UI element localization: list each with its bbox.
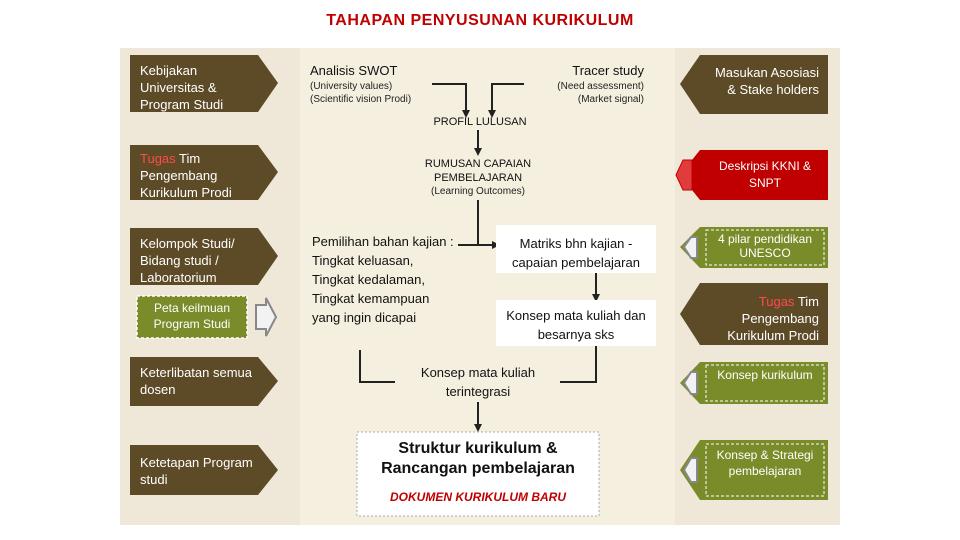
konsep-kurikulum-left-arrow-icon [684, 372, 697, 394]
profil-lulusan: PROFIL LULUSAN [433, 116, 527, 128]
tracer-to-profil-line [492, 84, 524, 112]
kebijakan-label: Kebijakan Universitas & Program Studi [140, 63, 224, 112]
peta-label: Peta keilmuan Program Studi [153, 301, 231, 331]
masukan-label: Masukan Asosiasi & Stake holders [714, 65, 819, 97]
konsep-to-terintegrasi-line [560, 346, 596, 382]
swot-to-profil-line [432, 84, 466, 112]
kelompok-label: Kelompok Studi/ Bidang studi / Laboratorium [140, 236, 235, 285]
pilar-left-arrow-icon [684, 237, 697, 258]
page-title: TAHAPAN PENYUSUNAN KURIKULUM [326, 12, 634, 29]
swot-title: Analisis SWOT [310, 63, 398, 78]
profil-arrowhead [474, 148, 482, 156]
pemilihan-text: Pemilihan bahan kajian : Tingkat keluasan, Tingkat kedalaman, Tingkat kemampuan yang ingin dicapai [312, 234, 454, 325]
tugas-right-prefix: Tugas [758, 294, 795, 309]
struktur-arrowhead [474, 424, 482, 432]
tugas-left-rest: Tim Pengembang Kurikulum Prodi [140, 151, 232, 200]
struktur-text: Struktur kurikulum & Rancangan pembelajaran [381, 440, 575, 477]
pilar-label: 4 pilar pendidikan UNESCO [717, 232, 813, 260]
konsep-terintegrasi-text: Konsep mata kuliah terintegrasi [420, 365, 536, 399]
rumusan-cp: RUMUSAN CAPAIAN PEMBELAJARAN [424, 158, 532, 184]
konsep-mk-text: Konsep mata kuliah dan besarnya sks [506, 308, 646, 342]
tracer-sub: (Need assessment) (Market signal) [557, 81, 644, 105]
deskripsi-label: Deskripsi KKNI & SNPT [718, 159, 812, 190]
learning-outcomes: (Learning Outcomes) [431, 186, 525, 197]
konsep-kurikulum-label: Konsep kurikulum [717, 368, 813, 382]
matriks-text: Matriks bhn kajian - capaian pembelajaran [512, 236, 640, 270]
swot-sub: (University values) (Scientific vision Prodi) [310, 81, 412, 105]
tugas-left-prefix: Tugas [140, 151, 176, 166]
ketetapan-label: Ketetapan Program studi [140, 455, 253, 487]
tugas-left-label [134, 146, 260, 205]
tugas-right-label [705, 290, 825, 347]
tugas-right-rest: Tim Pengembang Kurikulum Prodi [727, 294, 819, 343]
tracer-title: Tracer study [572, 63, 644, 78]
konsep-strategi-label: Konsep & Strategi pembelajaran [716, 448, 814, 478]
deskripsi-left-arrow-icon [676, 160, 692, 190]
keterlibatan-label: Keterlibatan semua dosen [140, 365, 253, 397]
pemilihan-to-terintegrasi-line [360, 350, 395, 382]
peta-arrow-icon [256, 298, 276, 336]
dokumen-baru-text: DOKUMEN KURIKULUM BARU [390, 490, 566, 504]
